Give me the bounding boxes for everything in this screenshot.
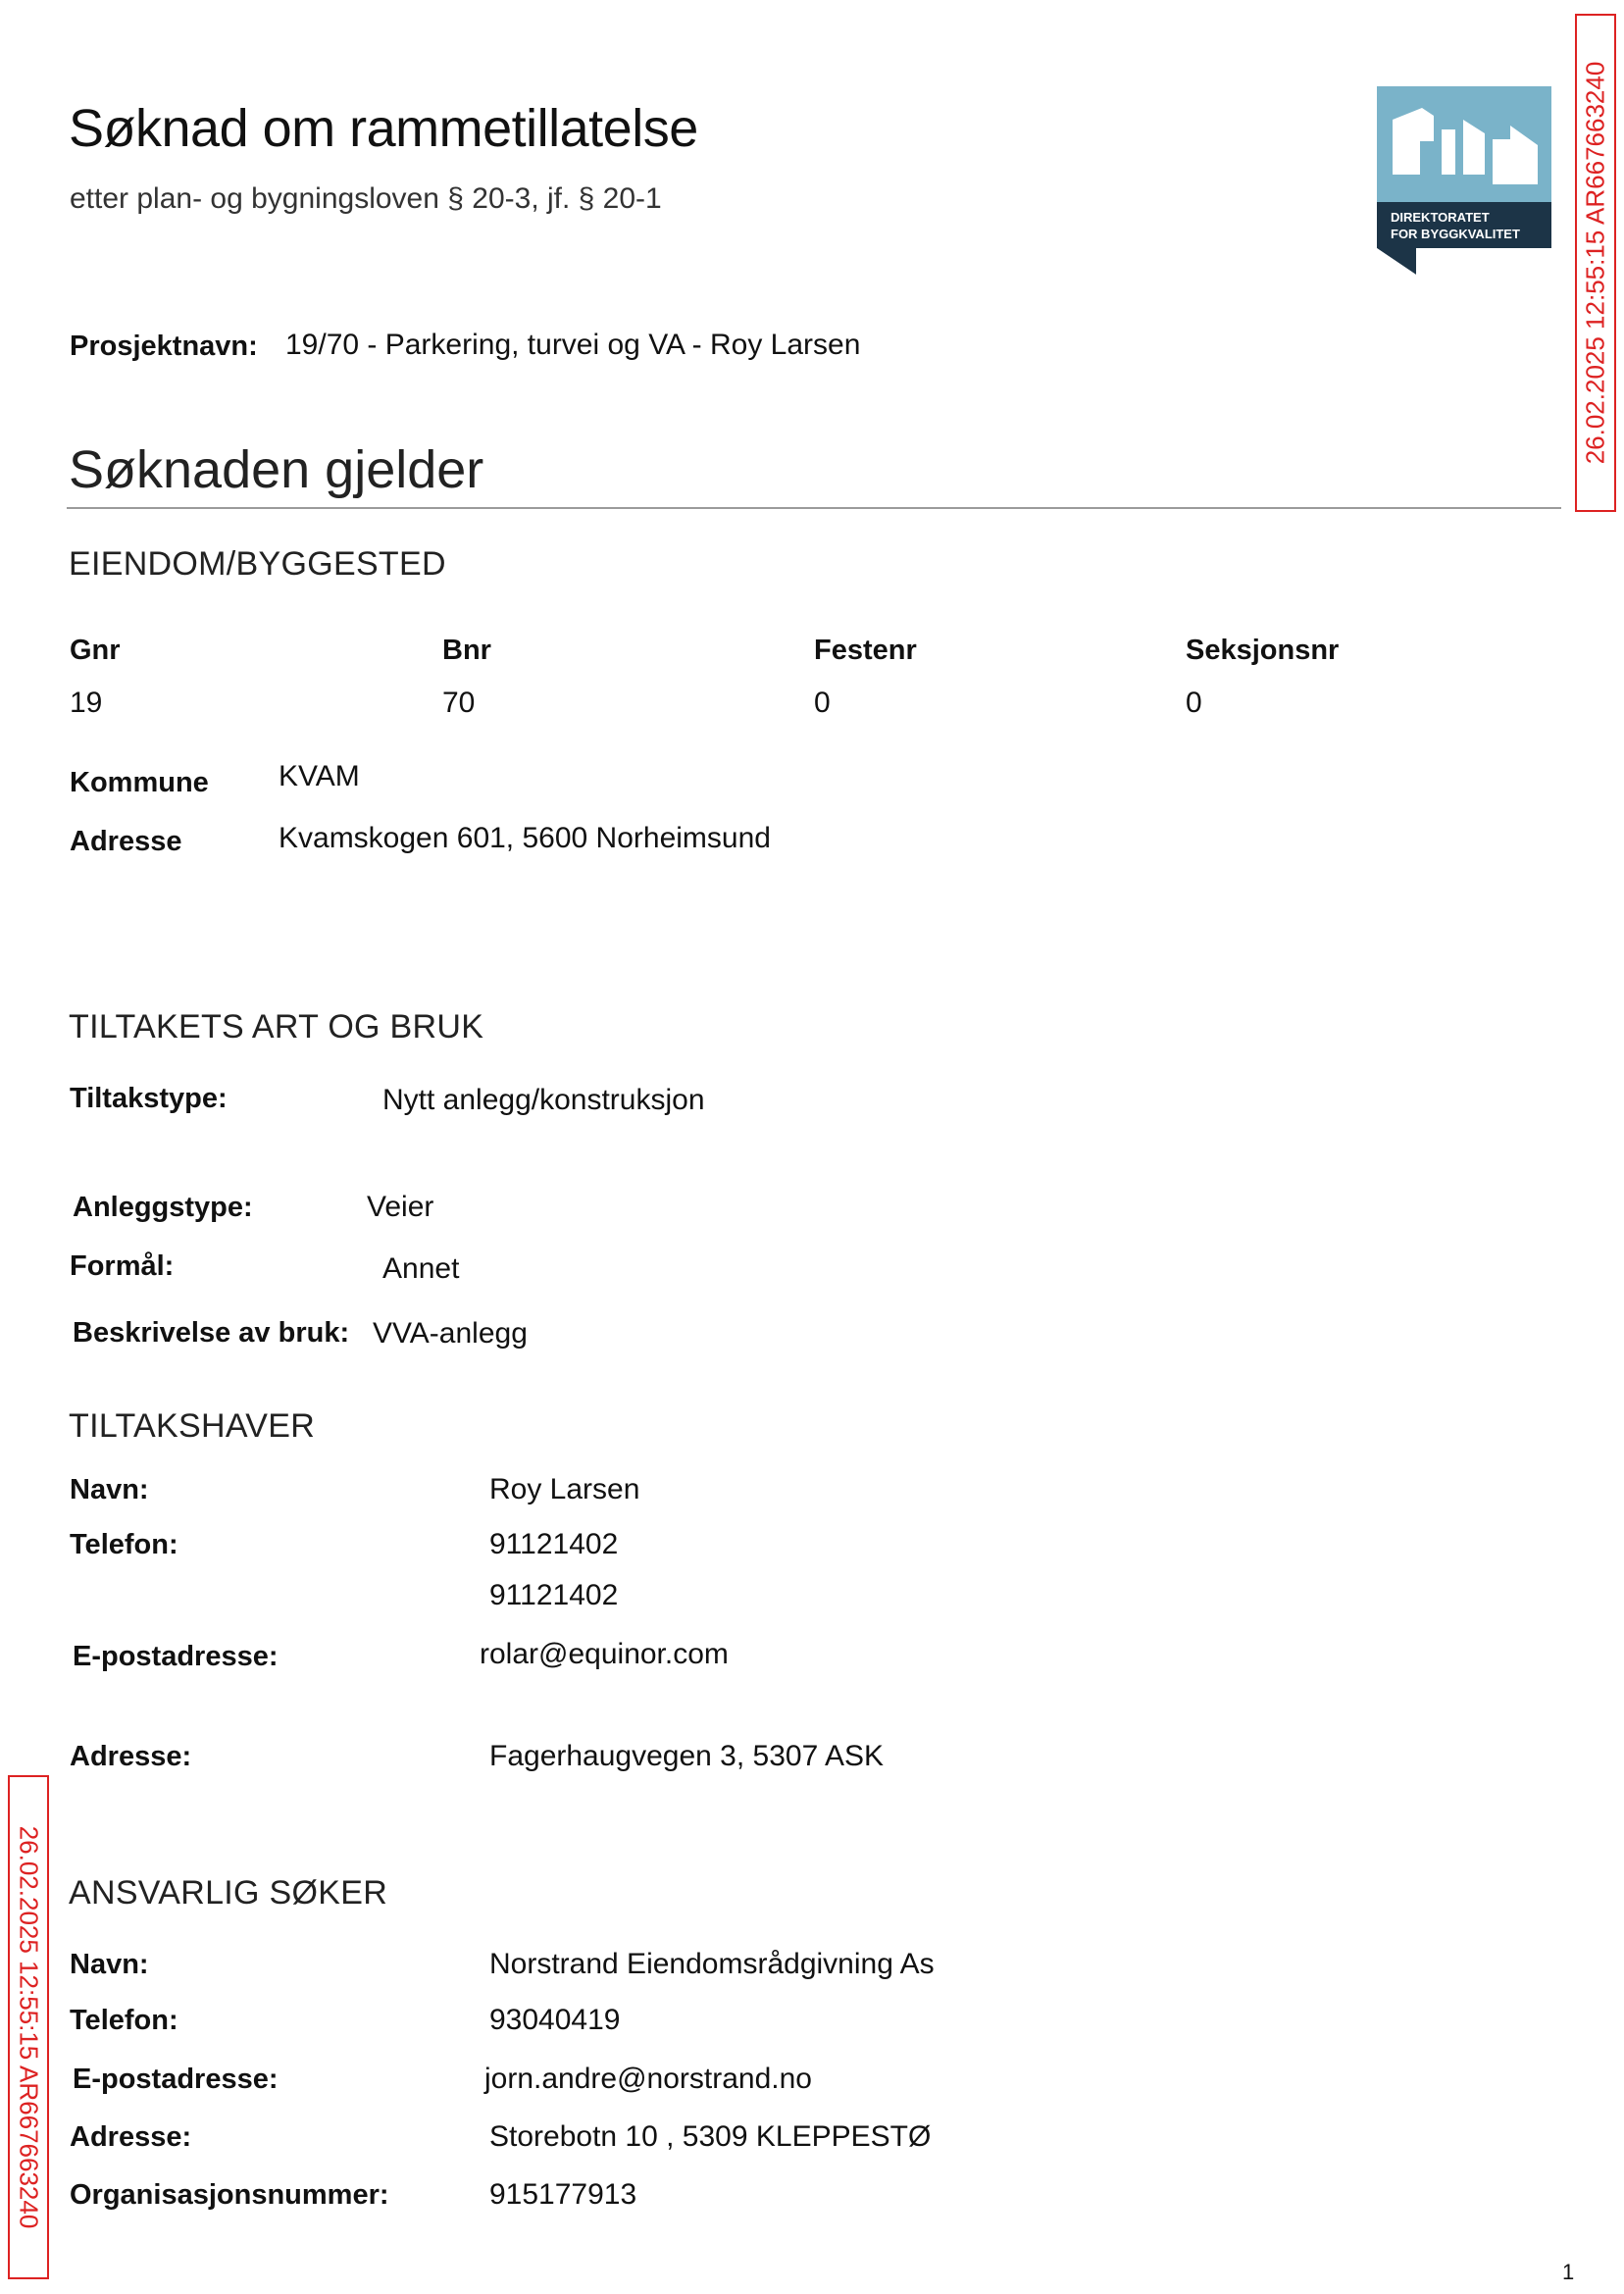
tiltakshaver-epost-value: rolar@equinor.com	[480, 1638, 729, 1670]
ansvarlig-telefon-label: Telefon:	[70, 2005, 178, 2036]
kommune-label: Kommune	[70, 767, 209, 798]
property-heading: EIENDOM/BYGGESTED	[69, 545, 446, 583]
festenr-value: 0	[814, 687, 831, 719]
tiltakshaver-heading: TILTAKSHAVER	[69, 1407, 316, 1445]
organisasjonsnummer-label: Organisasjonsnummer:	[70, 2179, 389, 2211]
tiltakstype-value: Nytt anlegg/konstruksjon	[382, 1084, 705, 1116]
bnr-value: 70	[442, 687, 476, 719]
ansvarlig-adresse-value: Storebotn 10 , 5309 KLEPPESTØ	[489, 2120, 932, 2153]
adresse-label: Adresse	[70, 826, 182, 857]
beskrivelse-label: Beskrivelse av bruk:	[73, 1317, 350, 1349]
heading-divider	[67, 507, 1561, 509]
seksjonsnr-label: Seksjonsnr	[1186, 635, 1340, 666]
dibk-logo-icon	[1377, 86, 1551, 275]
festenr-label: Festenr	[814, 635, 917, 666]
tiltakshaver-navn-value: Roy Larsen	[489, 1473, 640, 1505]
kommune-value: KVAM	[279, 760, 360, 792]
anleggstype-label: Anleggstype:	[73, 1192, 253, 1223]
bnr-label: Bnr	[442, 635, 491, 666]
logo-text-line1: DIREKTORATET	[1391, 210, 1490, 225]
ansvarlig-navn-label: Navn:	[70, 1949, 149, 1980]
formal-value: Annet	[382, 1252, 460, 1285]
formal-label: Formål:	[70, 1250, 175, 1282]
organisasjonsnummer-value: 915177913	[489, 2178, 637, 2211]
ansvarlig-telefon-value: 93040419	[489, 2004, 621, 2036]
ansvarlig-adresse-label: Adresse:	[70, 2121, 192, 2153]
project-name-value: 19/70 - Parkering, turvei og VA - Roy Larsen	[285, 329, 861, 361]
tiltakshaver-telefon-value-2: 91121402	[489, 1579, 619, 1611]
seksjonsnr-value: 0	[1186, 687, 1202, 719]
tiltakshaver-telefon-label: Telefon:	[70, 1529, 178, 1560]
stamp-text: 26.02.2025 12:55:15 AR667663240	[14, 1825, 44, 2229]
stamp-text: 26.02.2025 12:55:15 AR667663240	[1580, 61, 1610, 465]
page-number: 1	[1562, 2260, 1575, 2284]
tiltakstype-label: Tiltakstype:	[70, 1083, 228, 1114]
document-subtitle: etter plan- og bygningsloven § 20-3, jf. § 20-1	[70, 182, 662, 215]
anleggstype-value: Veier	[367, 1191, 434, 1223]
ansvarlig-navn-value: Norstrand Eiendomsrådgivning As	[489, 1948, 935, 1980]
timestamp-stamp-bottom	[8, 1775, 49, 2279]
gnr-label: Gnr	[70, 635, 121, 666]
tiltakshaver-adresse-value: Fagerhaugvegen 3, 5307 ASK	[489, 1740, 884, 1772]
tiltakshaver-adresse-label: Adresse:	[70, 1741, 192, 1772]
ansvarlig-epost-value: jorn.andre@norstrand.no	[484, 2063, 812, 2095]
document-title: Søknad om rammetillatelse	[69, 99, 698, 158]
dibk-logo	[1377, 86, 1551, 275]
project-name-label: Prosjektnavn:	[70, 331, 258, 362]
timestamp-stamp-top	[1575, 14, 1616, 512]
tiltakshaver-telefon-value-1: 91121402	[489, 1528, 619, 1560]
ansvarlig-epost-label: E-postadresse:	[73, 2064, 279, 2095]
gnr-value: 19	[70, 687, 103, 719]
section-heading-soknaden: Søknaden gjelder	[69, 440, 484, 499]
tiltakshaver-navn-label: Navn:	[70, 1474, 149, 1505]
tiltak-heading: TILTAKETS ART OG BRUK	[69, 1008, 484, 1045]
adresse-value: Kvamskogen 601, 5600 Norheimsund	[279, 822, 771, 854]
beskrivelse-value: VVA-anlegg	[373, 1317, 528, 1350]
tiltakshaver-epost-label: E-postadresse:	[73, 1641, 279, 1672]
ansvarlig-soker-heading: ANSVARLIG SØKER	[69, 1874, 388, 1912]
logo-text-line2: FOR BYGGKVALITET	[1391, 227, 1520, 241]
